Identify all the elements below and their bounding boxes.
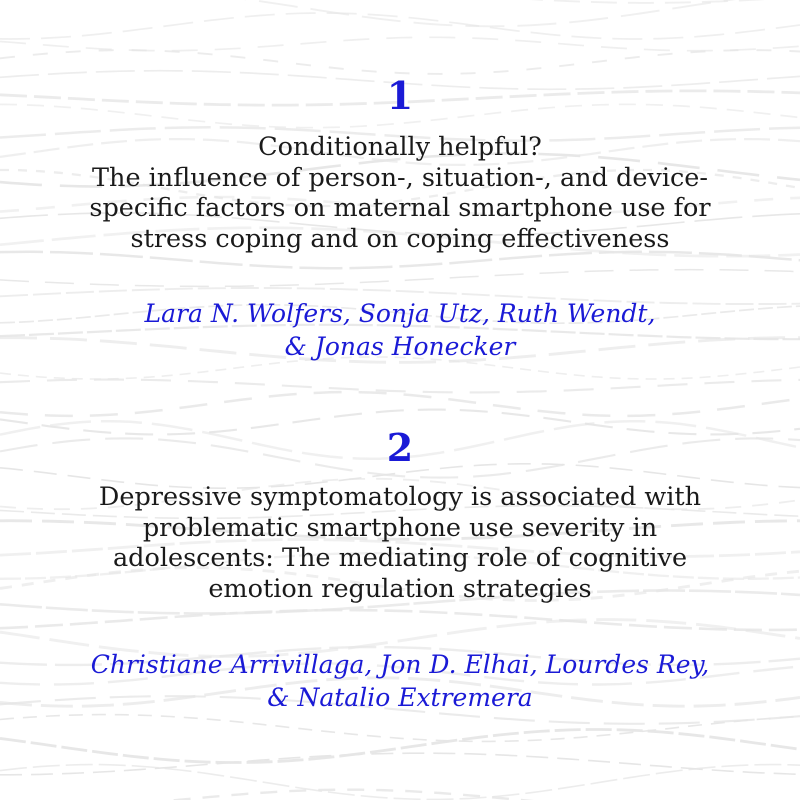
article-1-author-line: & Jonas Honecker (284, 332, 516, 361)
background-wave-line (0, 610, 800, 630)
article-1-authors (20, 297, 780, 363)
article-1-number: 1 (386, 73, 414, 118)
article-2-number: 2 (386, 425, 414, 470)
background-wave-line (0, 753, 800, 775)
article-1-title-line: stress coping and on coping effectiveness (130, 223, 670, 254)
article-2-title-line: emotion regulation strategies (208, 573, 592, 604)
background-wave-line (0, 50, 800, 74)
background-wave-line (0, 13, 800, 39)
background-wave-line (0, 730, 800, 763)
background-wave-line (0, 0, 800, 3)
article-2-author-line: & Natalio Extremera (267, 683, 533, 712)
article-2-title-line: Depressive symptomatology is associated with (98, 482, 702, 512)
article-1-title (20, 132, 780, 254)
article-2-title-line: adolescents: The mediating role of cognitive (112, 543, 688, 573)
background-wave-line (0, 715, 800, 742)
article-2-authors (20, 648, 780, 714)
background-wave-line (0, 37, 800, 50)
background-wave-line (0, 270, 800, 287)
article-2-title-line: problematic smartphone use severity in (142, 512, 658, 543)
background-wave-line (0, 380, 800, 393)
article-2-title (20, 482, 780, 604)
article-1-author-line: Lara N. Wolfers, Sonja Utz, Ruth Wendt, (144, 299, 656, 328)
background-wave-line (0, 392, 800, 416)
background-wave-line (0, 0, 800, 26)
background-wave-line (0, 765, 800, 800)
article-2-author-line: Christiane Arrivillaga, Jon D. Elhai, Lourdes Rey, (90, 650, 710, 679)
article-1-title-line: The influence of person-, situation-, and device- (92, 162, 708, 193)
article-1-title-line: Conditionally helpful? (258, 132, 542, 162)
article-1-title-line: specific factors on maternal smartphone use for (89, 193, 711, 223)
